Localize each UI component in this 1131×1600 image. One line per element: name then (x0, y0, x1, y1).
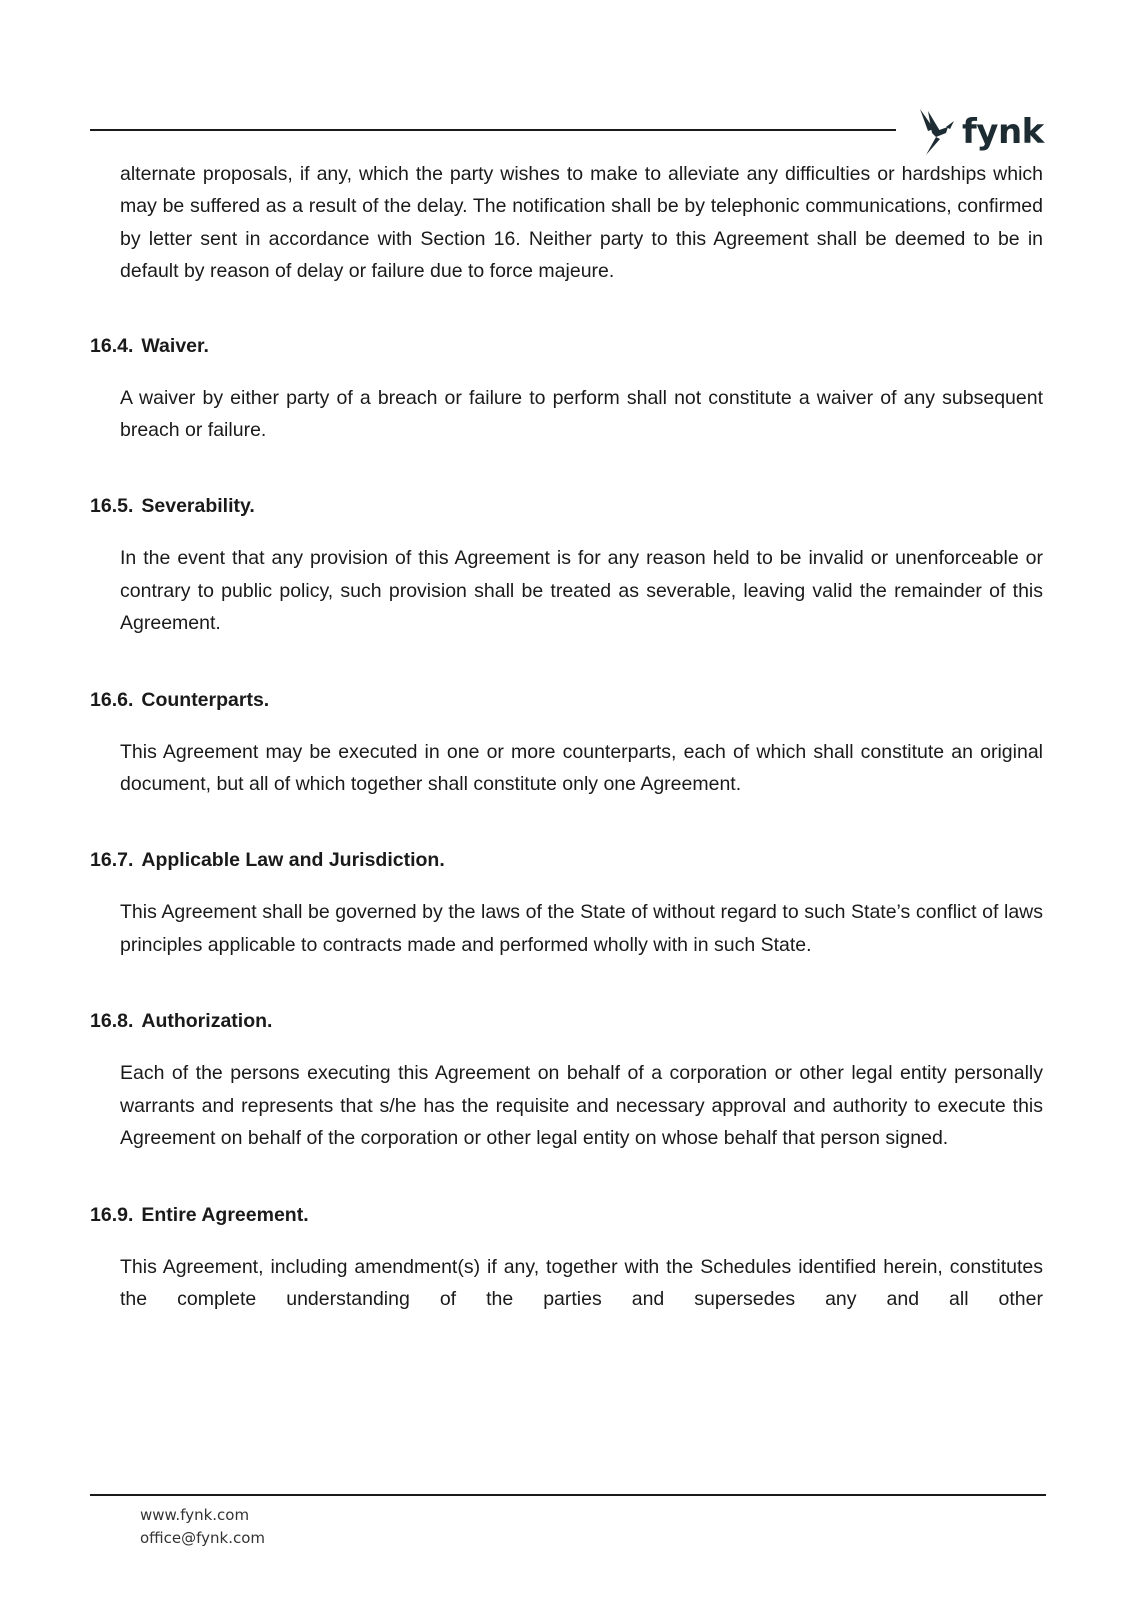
section-16-4 (90, 332, 1043, 447)
section-number: 16.4. (90, 334, 134, 357)
header-divider (90, 129, 896, 131)
section-title: Applicable Law and Jurisdiction. (141, 849, 445, 872)
footer-divider (90, 1494, 1046, 1496)
section-number: 16.8. (90, 1010, 134, 1033)
section-16-5 (90, 492, 1043, 639)
section-number: 16.5. (90, 495, 134, 518)
section-title: Waiver. (141, 334, 209, 357)
section-number: 16.7. (90, 849, 134, 872)
footer-website-link[interactable]: www.fynk.com (140, 1506, 250, 1524)
section-16-9 (90, 1201, 1043, 1316)
section-heading (90, 1007, 1043, 1035)
section-heading (90, 492, 1043, 520)
document-body (90, 158, 1043, 1315)
section-body: This Agreement, including amendment(s) if any, together with the Schedules identified herein, constitutes the complete understanding of the parties and supersedes any and all other (120, 1255, 1043, 1310)
intro-paragraph: alternate proposals, if any, which the party wishes to make to alleviate any difficulties or hardships which may be suffered as a result of the delay. The notification shall be by telephonic communications, confirmed by letter sent in accordance with Section 16. Neither party to this Agreement shall be deemed to be in default by reason of delay or failure due to force majeure. (120, 163, 1043, 283)
section-heading (90, 686, 1043, 714)
section-title: Counterparts. (141, 688, 270, 711)
footer-email-link[interactable]: office@fynk.com (140, 1529, 266, 1547)
section-16-7 (90, 846, 1043, 961)
section-title: Authorization. (141, 1010, 273, 1033)
section-number: 16.9. (90, 1203, 134, 1226)
section-16-6 (90, 686, 1043, 801)
brand-logo (918, 104, 1044, 160)
brand-name: fynk (962, 112, 1044, 152)
section-title: Severability. (141, 495, 255, 518)
bird-logo-icon (918, 107, 956, 157)
section-body: A waiver by either party of a breach or failure to perform shall not constitute a waiver of any subsequent breach or failure. (120, 386, 1043, 442)
section-heading (90, 332, 1043, 360)
section-16-8 (90, 1007, 1043, 1154)
section-heading (90, 846, 1043, 874)
section-body: This Agreement may be executed in one or more counterparts, each of which shall constitute an original document, but all of which together shall constitute only one Agreement. (120, 740, 1043, 796)
section-body: In the event that any provision of this Agreement is for any reason held to be invalid or unenforceable or contrary to public policy, such provision shall be treated as severable, leaving valid the remainder of this Agreement. (120, 547, 1043, 635)
section-number: 16.6. (90, 688, 134, 711)
section-body: This Agreement shall be governed by the laws of the State of without regard to such State’s conflict of laws principles applicable to contracts made and performed wholly with in such State. (120, 901, 1043, 956)
section-title: Entire Agreement. (141, 1203, 309, 1226)
page-footer (140, 1504, 265, 1550)
section-body: Each of the persons executing this Agreement on behalf of a corporation or other legal entity personally warrants and represents that s/he has the requisite and necessary approval and authority to execute this Agreement on behalf of the corporation or other legal entity on whose behalf that person signed. (120, 1062, 1043, 1150)
section-heading (90, 1201, 1043, 1229)
